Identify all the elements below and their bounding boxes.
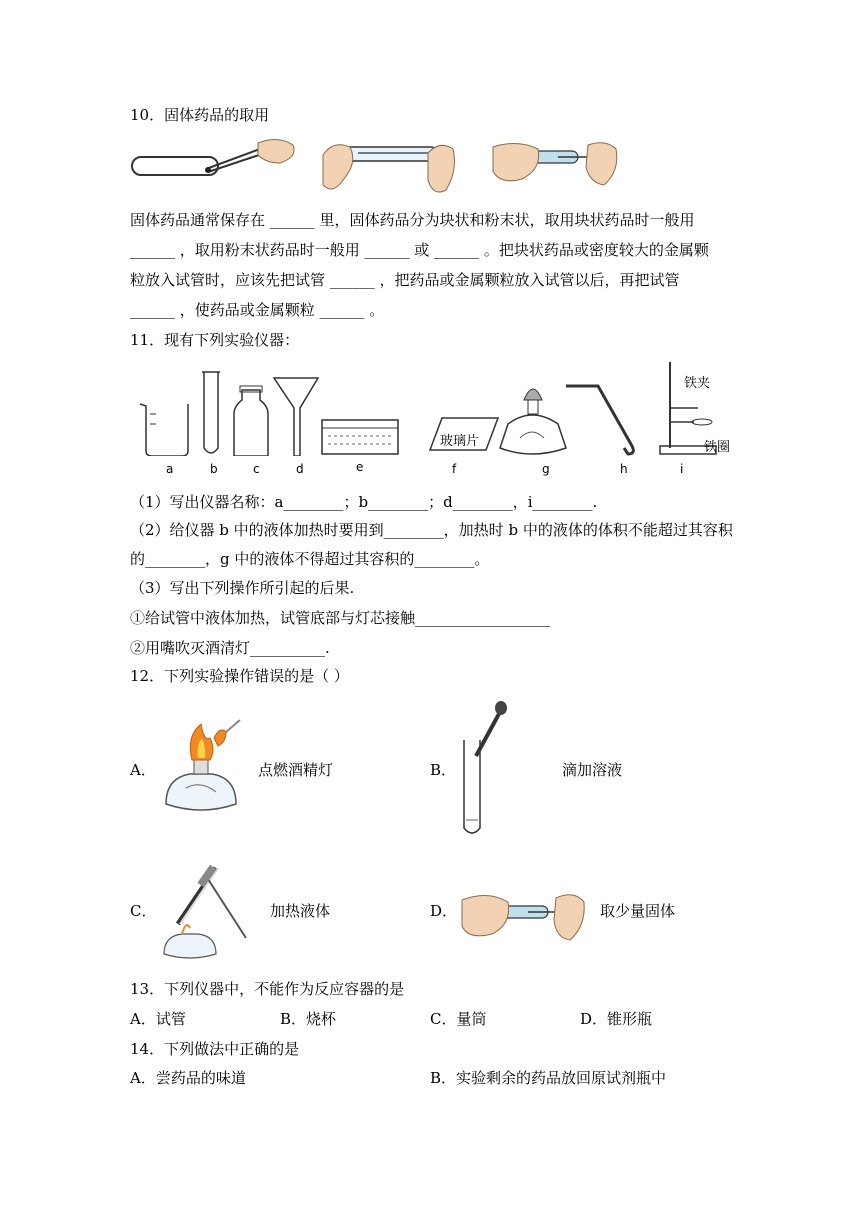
- q11-sub2a: （2）给仪器 b 中的液体加热时要用到________，加热时 b 中的液体的体积不能超过其容积: [130, 521, 733, 539]
- apparatus-label-g: g: [542, 462, 550, 476]
- beaker-illustration: [140, 404, 188, 456]
- reagent-bottle-illustration: [234, 386, 268, 456]
- iron-clamp-label: 铁夹: [684, 376, 711, 391]
- taking-solid-illustration: [458, 886, 588, 948]
- tube-tweezers-illustration: [132, 139, 294, 175]
- q11-sub3b: ②用嘴吹灭酒清灯__________.: [130, 639, 330, 657]
- apparatus-label-f: f: [452, 462, 457, 476]
- apparatus-label-c: c: [253, 462, 260, 476]
- q10-line-1: 固体药品通常保存在 ______ 里，固体药品分为块状和粉末状，取用块状药品时一般用: [130, 211, 695, 229]
- apparatus-label-e: e: [356, 460, 364, 474]
- q12-option-c-letter: C．: [130, 902, 157, 920]
- q13-option-b: B．烧杯: [280, 1010, 337, 1028]
- q11-sub3: （3）写出下列操作所引起的后果.: [130, 579, 355, 597]
- hands-spatula-illustration: [493, 143, 617, 185]
- q12-option-c-text: 加热液体: [270, 902, 331, 920]
- apparatus-label-h: h: [620, 462, 628, 476]
- q11-sub1: （1）写出仪器名称：a________；b________；d________，i________.: [130, 493, 598, 511]
- q12-option-b-letter: B．: [430, 761, 457, 779]
- q12-option-a-text: 点燃酒精灯: [258, 761, 334, 779]
- apparatus-label-b: b: [210, 462, 218, 476]
- q10-line-4: ______ ，使药品或金属颗粒 ______ 。: [130, 301, 385, 319]
- q12-option-b-text: 滴加溶液: [562, 761, 623, 779]
- q13-option-d: D．锥形瓶: [580, 1010, 653, 1028]
- q14-title: 14．下列做法中正确的是: [130, 1040, 300, 1058]
- heating-liquid-illustration: [156, 858, 256, 962]
- iron-ring-label: 铁圈: [704, 440, 731, 455]
- q10-line-3: 粒放入试管时，应该先把试管 ______ ，把药品或金属颗粒放入试管以后，再把试管: [130, 271, 680, 289]
- apparatus-label-d: d: [296, 462, 304, 476]
- trough-illustration: [322, 420, 398, 454]
- q12-title: 12．下列实验操作错误的是（ ）: [130, 667, 349, 685]
- funnel-illustration: [274, 378, 318, 456]
- alcohol-lamp-illustration: [500, 389, 566, 454]
- glass-slide-label: 玻璃片: [440, 434, 480, 449]
- q14-option-a: A．尝药品的味道: [130, 1069, 246, 1087]
- q12-option-d-letter: D．: [430, 902, 458, 920]
- bent-glass-tube-illustration: [566, 386, 633, 454]
- q10-line-2: ______ ，取用粉末状药品时一般用 ______ 或 ______ 。把块状药品或密度较大的金属颗: [130, 241, 709, 259]
- apparatus-label-i: i: [680, 462, 684, 476]
- q12-option-a-letter: A．: [130, 761, 156, 779]
- q13-title: 13．下列仪器中，不能作为反应容器的是: [130, 980, 405, 998]
- q12-option-d-text: 取少量固体: [600, 902, 676, 920]
- q10-figures: [128, 135, 628, 201]
- q14-option-b: B．实验剩余的药品放回原试剂瓶中: [430, 1069, 667, 1087]
- lighting-lamp-illustration: [156, 718, 246, 818]
- q13-option-c: C．量筒: [430, 1010, 487, 1028]
- test-tube-illustration: [202, 372, 220, 453]
- q11-sub2b: 的________，g 中的液体不得超过其容积的________。: [130, 550, 490, 568]
- dropping-solution-illustration: [456, 700, 516, 840]
- q10-title: 10．固体药品的取用: [130, 106, 270, 124]
- q13-option-a: A．试管: [130, 1010, 186, 1028]
- apparatus-label-a: a: [166, 462, 174, 476]
- q11-sub3a: ①给试管中液体加热，试管底部与灯芯接触__________________: [130, 609, 551, 627]
- hands-tube-illustration: [323, 145, 454, 192]
- q11-apparatus-figure: [132, 356, 722, 456]
- q11-title: 11．现有下列实验仪器：: [130, 331, 300, 349]
